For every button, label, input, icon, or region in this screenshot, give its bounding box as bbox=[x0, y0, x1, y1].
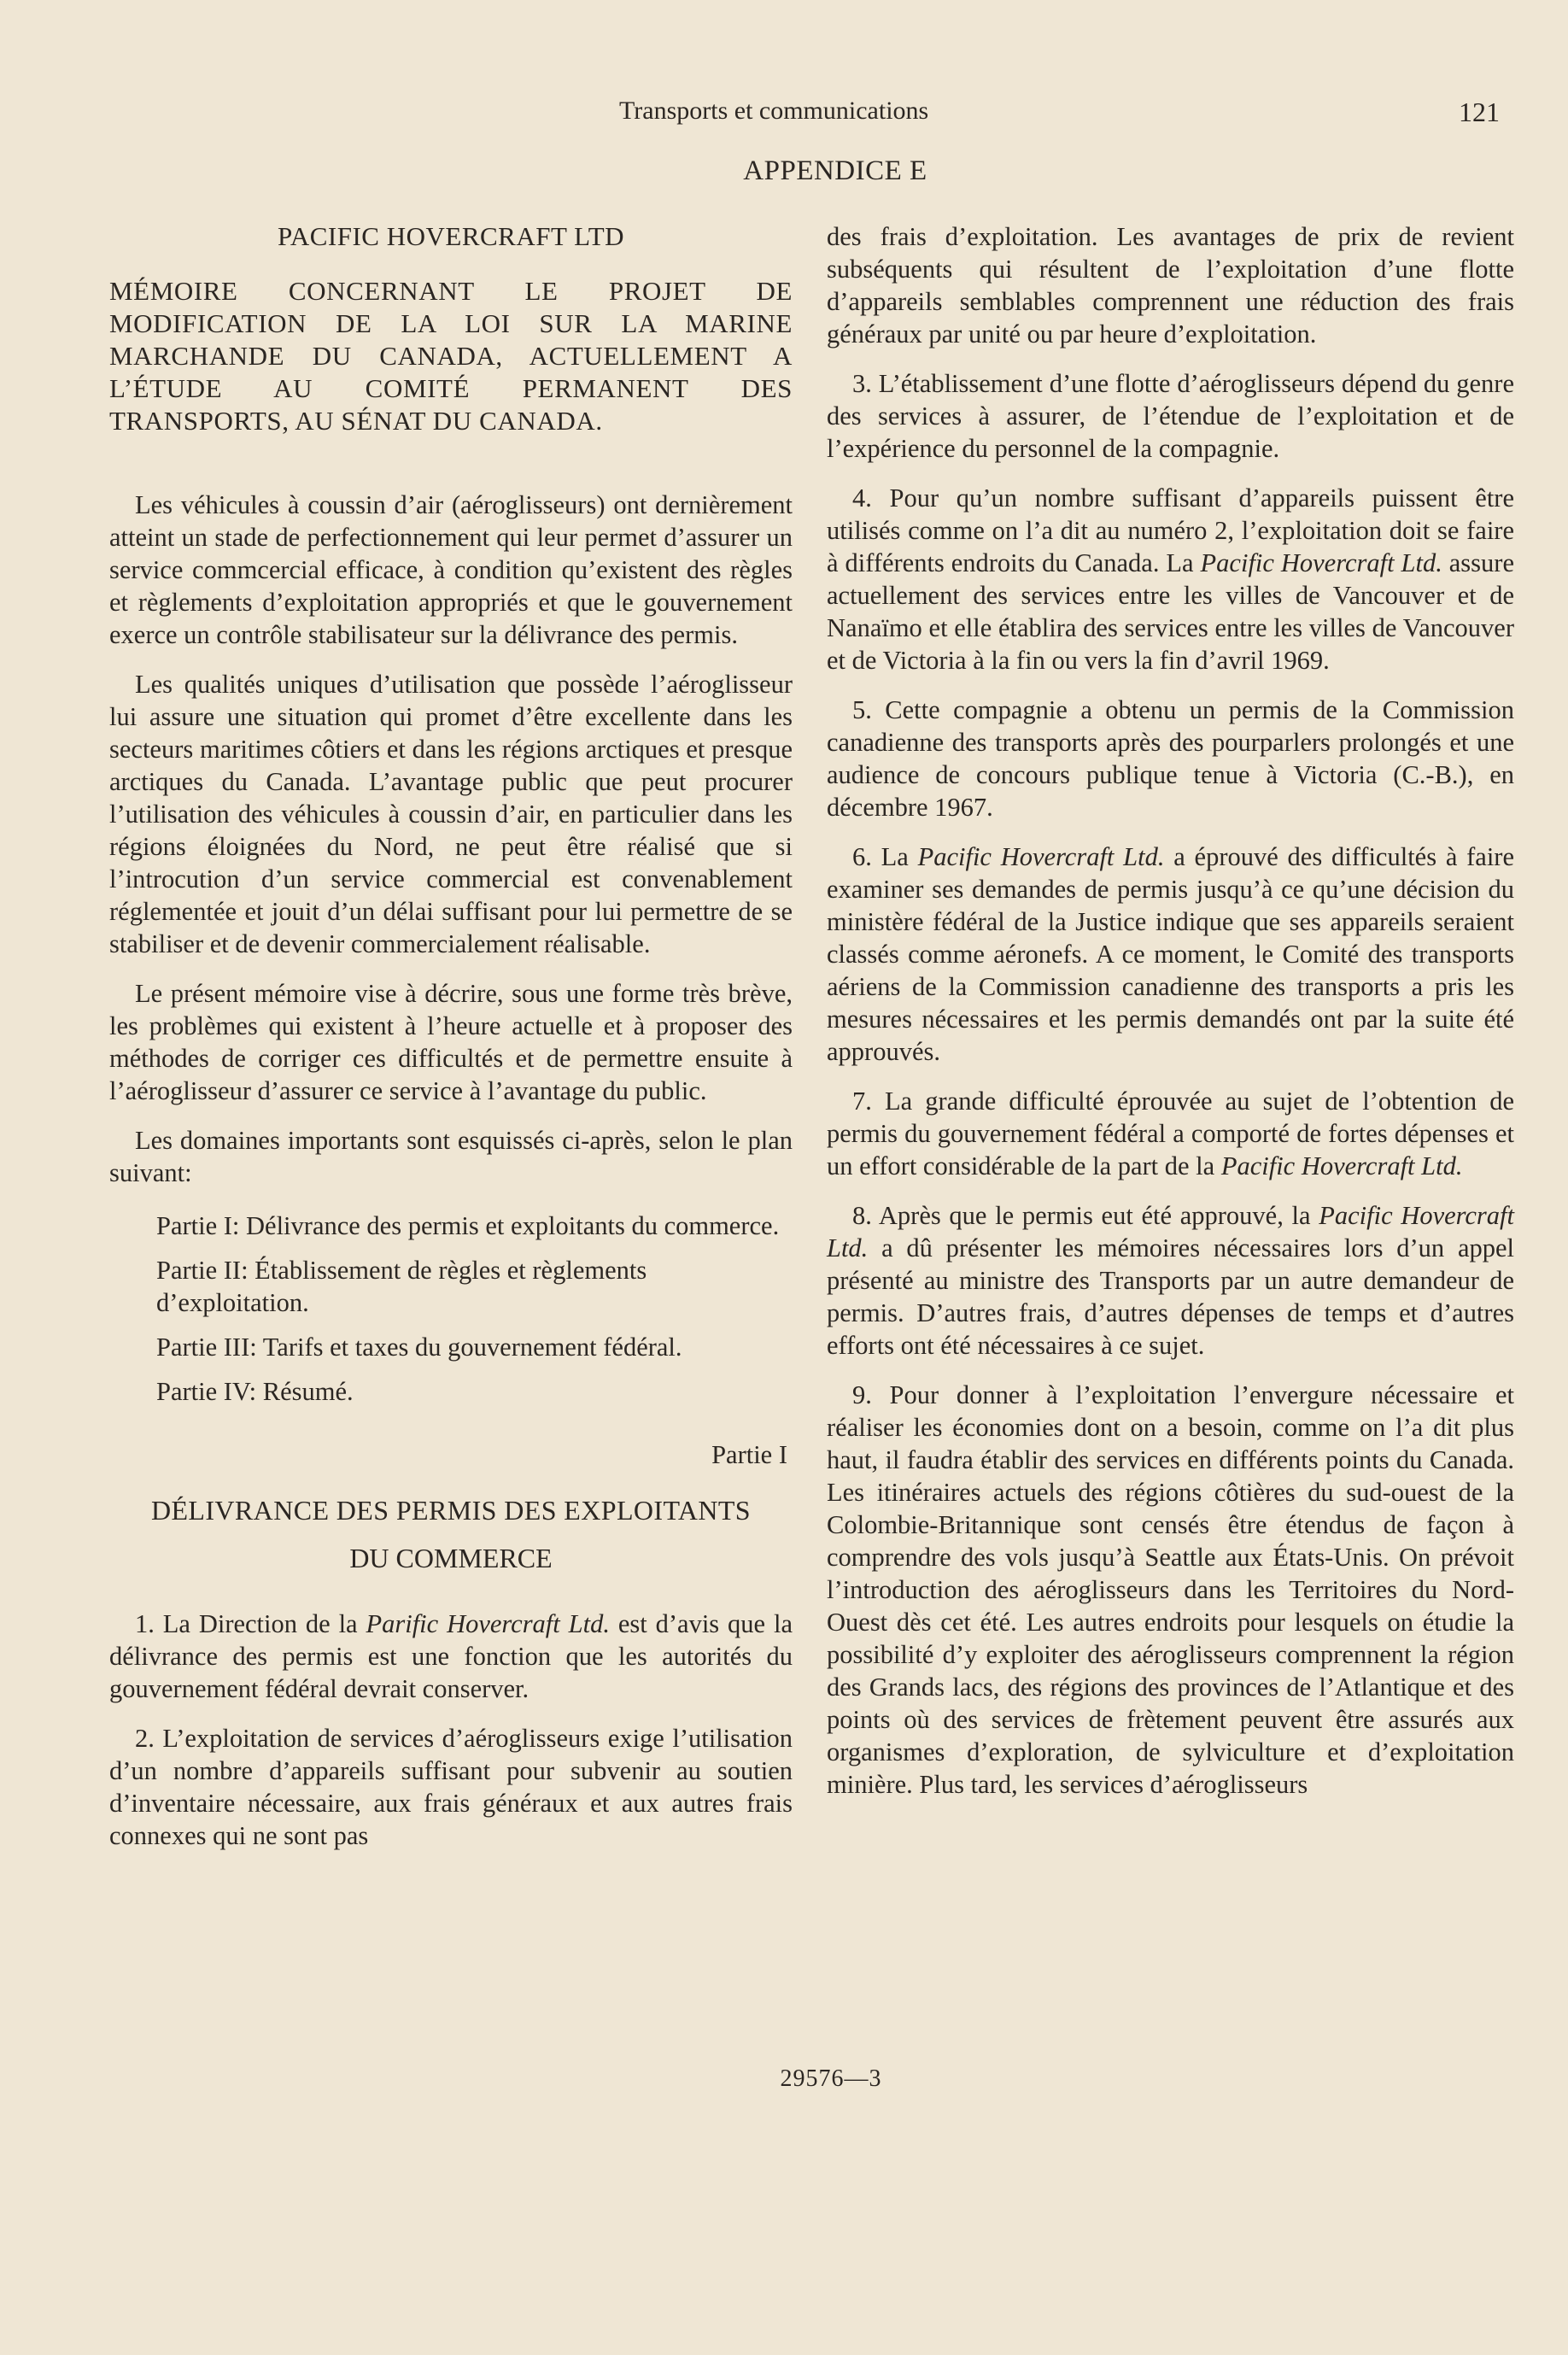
company-name-italic: Parific Hovercraft Ltd. bbox=[366, 1609, 610, 1638]
paragraph-3: 3. L’établissement d’une flotte d’aéroglisseurs dépend du genre des services à assurer, de l’étendue de l’exploitation et de l’expérience du personnel de la compagnie. bbox=[827, 369, 1514, 463]
text-run: 8. Après que le permis eut été approuvé, la bbox=[852, 1201, 1319, 1230]
intro-paragraph: Les véhicules à coussin d’air (aéroglisseurs) ont dernièrement atteint un stade de perfectionnement qui leur permet d’assurer un service commcercial efficace, à condition qu’existent des règles et règlements d’exploitation appropriés et que le gouvernement exerce un contrôle stabilisateur sur la délivrance des permis. bbox=[109, 490, 793, 649]
intro-paragraph: Les domaines importants sont esquissés ci-après, selon le plan suivant: bbox=[109, 1126, 793, 1187]
text-run: 1. La Direction de la bbox=[135, 1609, 366, 1638]
text-run: assure actuellement des services entre les villes de Vancouver et de Nanaïmo et elle établira des services entre les villes de Vancouver et de Victoria à la fin ou vers la fin d’avril 1969. bbox=[827, 548, 1514, 675]
company-name-italic: Pacific Hovercraft Ltd. bbox=[1220, 1151, 1463, 1180]
company-name: PACIFIC HOVERCRAFT LTD bbox=[277, 221, 625, 251]
paragraph-1 bbox=[109, 1608, 793, 1705]
paragraph-7 bbox=[827, 1085, 1514, 1182]
plan-item: Partie III: Tarifs et taxes du gouvernement fédéral. bbox=[156, 1333, 682, 1362]
running-head bbox=[0, 90, 1568, 132]
text-run: 6. La bbox=[852, 842, 918, 871]
section-title: Transports et communications bbox=[619, 97, 929, 125]
text-run: est d’avis que la délivrance des permis est une fonction que les autorités du gouvernement fédéral devrait conserver. bbox=[109, 1609, 793, 1703]
paragraph-2-continued: des frais d’exploitation. Les avantages de prix de revient subséquents qui résultent de l’exploitation d’une flotte d’appareils semblables comprennent une réduction des frais généraux par unité ou par heure d’exploitation. bbox=[827, 222, 1514, 349]
company-name-italic: Pacific Hovercraft Ltd. bbox=[827, 1201, 1514, 1262]
paragraph-5: 5. Cette compagnie a obtenu un permis de la Commission canadienne des transports après des pourparlers prolongés et une audience de concours publique tenue à Victoria (C.-B.), en décembre 1967. bbox=[827, 695, 1514, 822]
part-heading: DÉLIVRANCE DES PERMIS DES EXPLOITANTS bbox=[150, 1495, 752, 1526]
paragraph-8 bbox=[827, 1199, 1514, 1362]
text-run: 4. Pour qu’un nombre suffisant d’appareils puissent être utilisés comme on l’a dit au numéro 2, l’exploitation doit se faire à différents endroits du Canada. La bbox=[827, 483, 1514, 577]
part-heading-line2: DU COMMERCE bbox=[349, 1543, 553, 1573]
text-run: a éprouvé des difficultés à faire examiner ses demandes de permis jusqu’à ce qu’une décision du ministère fédéral de la Justice indique que ses appareils seraient classés comme aéronefs. A ce moment, le Comité des transports aériens de la Commission canadienne des transports a pris les mesures nécessaires et les permis demandés ont par la suite été approuvés. bbox=[827, 842, 1515, 1066]
intro-paragraph: Le présent mémoire vise à décrire, sous une forme très brève, les problèmes qui existent à l’heure actuelle et à proposer des méthodes de corriger ces difficultés et de permettre ensuite à l’aéroglisseur d’assurer ce service à l’avantage du public. bbox=[109, 979, 793, 1105]
company-name-italic: Pacific Hovercraft Ltd. bbox=[1200, 548, 1442, 577]
page-number: 121 bbox=[1459, 97, 1500, 127]
footer-code: 29576—3 bbox=[780, 2065, 882, 2092]
paragraph-2: 2. L’exploitation de services d’aéroglisseurs exige l’utilisation d’un nombre d’appareils suffisant pour subvenir au soutien d’inventaire nécessaire, aux frais généraux et aux autres frais connexes qui ne sont pas bbox=[109, 1724, 793, 1850]
left-column bbox=[109, 220, 793, 1852]
paragraph-4 bbox=[827, 482, 1514, 677]
paragraph-9: 9. Pour donner à l’exploitation l’envergure nécessaire et réaliser les économies dont on a besoin, comme on l’a dit plus haut, il faudra établir des services en différents points du Canada. Les itinéraires actuels des régions côtières du sud-ouest de la Colombie-Britannique sont censés être étendus de façon à comprendre des vols jusqu’à Seattle aux États-Unis. On prévoit l’introduction des aéroglisseurs dans les Territoires du Nord-Ouest dès cet été. Les autres endroits pour lesquels on étudie la possibilité d’y exploiter des aéroglisseurs comprennent la région des Grands lacs, des régions des provinces de l’Atlantique et des points où des services de frètement peuvent être assurés aux organismes d’exploration, de sylviculture et d’exploitation minière. Plus tard, les services d’aéroglisseurs bbox=[827, 1380, 1514, 1799]
text-run: a dû présenter les mémoires nécessaires lors d’un appel présenté au ministre des Transports par un autre demandeur de permis. D’autres frais, d’autres dépenses de temps et d’autres efforts ont été nécessaires à ce sujet. bbox=[827, 1233, 1514, 1360]
plan-item: Partie II: Établissement de règles et règlements d’exploitation. bbox=[156, 1256, 647, 1317]
appendix-title: APPENDICE E bbox=[743, 155, 927, 186]
plan-item: Partie I: Délivrance des permis et exploitants du commerce. bbox=[156, 1211, 780, 1240]
company-name-italic: Pacific Hovercraft Ltd. bbox=[917, 842, 1165, 871]
text-run: 7. La grande difficulté éprouvée au sujet de l’obtention de permis du gouvernement fédéral a comporté de fortes dépenses et un effort considérable de la part de la bbox=[827, 1087, 1514, 1180]
right-column bbox=[827, 220, 1514, 1818]
intro-paragraph: Les qualités uniques d’utilisation que possède l’aéroglisseur lui assure une situation qui promet d’être excellente dans les secteurs maritimes côtiers et dans les régions arctiques et presque arctiques du Canada. L’avantage public que peut procurer l’utilisation des véhicules à coussin d’air, en particulier dans les régions éloignées du Nord, ne peut être réalisé que si l’introcution d’un service commercial est convenablement réglementée et jouit d’un délai suffisant pour lui permettre de se stabiliser et de devenir commercialement réalisable. bbox=[109, 670, 793, 958]
paragraph-6 bbox=[827, 841, 1514, 1068]
part-label: Partie I bbox=[711, 1440, 787, 1469]
memo-title: MÉMOIRE CONCERNANT LE PROJET DE MODIFICATION DE LA LOI SUR LA MARINE MARCHANDE DU CANADA, ACTUELLEMENT A L’ÉTUDE AU COMITÉ PERMANENT DES TRANSPORTS, AU SÉNAT DU CANADA. bbox=[109, 276, 793, 436]
plan-item: Partie IV: Résumé. bbox=[156, 1377, 354, 1406]
